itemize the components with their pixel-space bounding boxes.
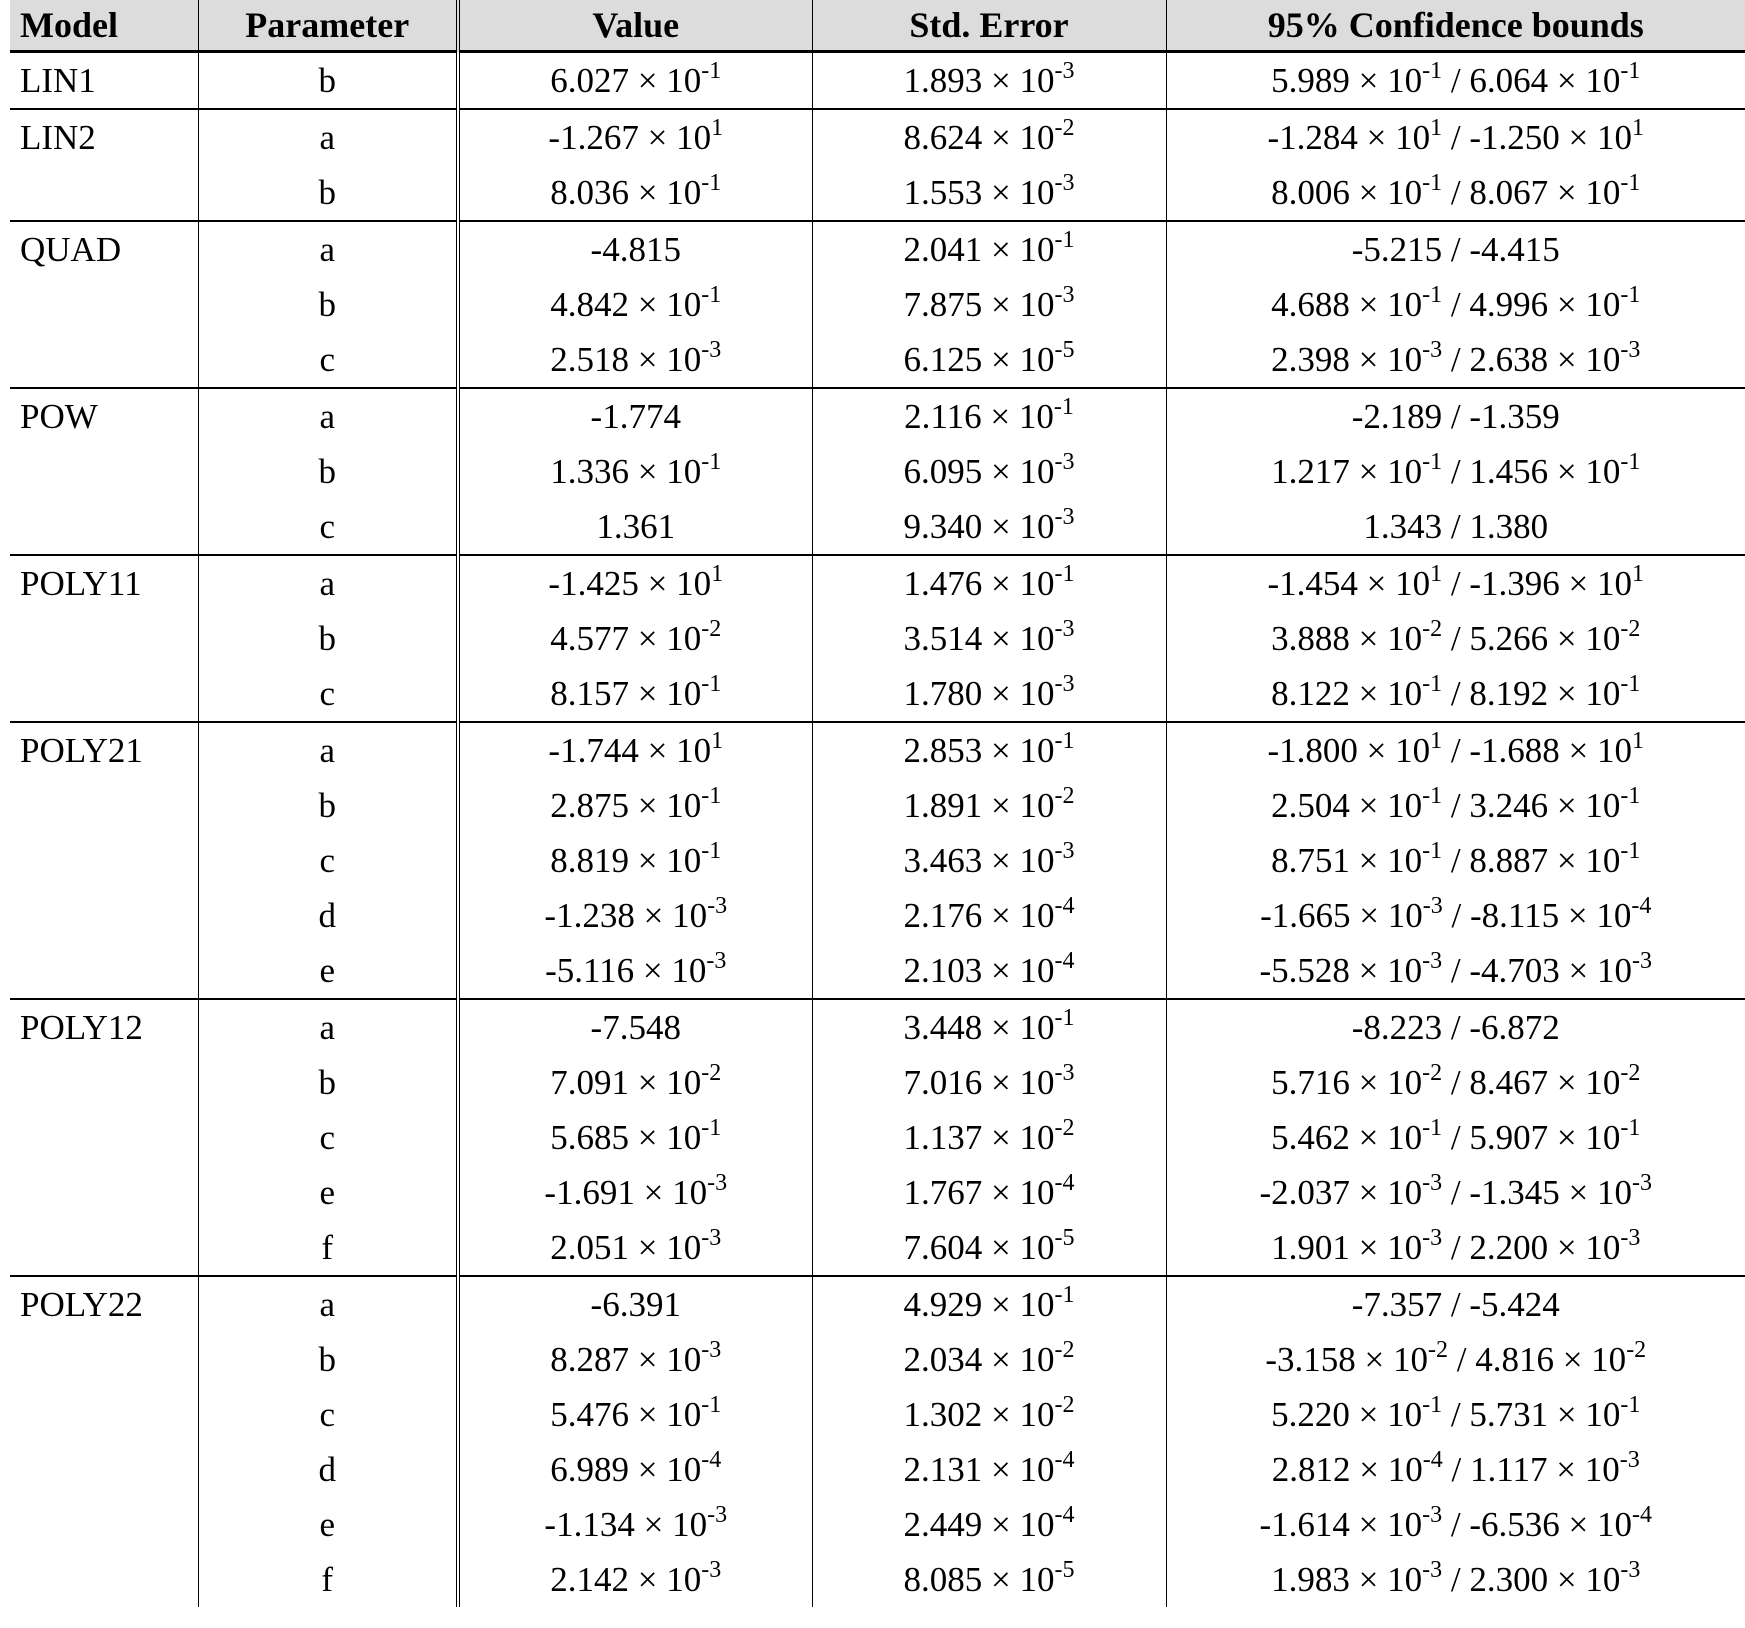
model-cell [10, 444, 198, 499]
confidence-bounds-cell: $1.217 \times 10^{-1} / 1.456 \times 10^{-1}$ [1271, 448, 1641, 491]
table-row [10, 666, 1745, 722]
parameter-cell: b [198, 1332, 458, 1387]
value-cell: $5.476 \times 10^{-1}$ [458, 1387, 812, 1442]
parameter-cell: c [198, 1387, 458, 1442]
value-cell: $2.518 \times 10^{-3}$ [458, 332, 812, 388]
confidence-bounds-cell: $1.983 \times 10^{-3} / 2.300 \times 10^{-3}$ [1271, 1556, 1641, 1599]
std-error-cell: $9.340 \times 10^{-3}$ [812, 499, 1166, 555]
table-row [10, 388, 1745, 444]
confidence-bounds-cell: $-1.614 \times 10^{-3} / -6.536 \times 10^{-4}$ [1259, 1501, 1653, 1544]
value-cell: -1.774 [458, 388, 812, 444]
table-header [10, 0, 1745, 52]
model-cell [10, 499, 198, 555]
table-row [10, 611, 1745, 666]
model-cell [10, 1055, 198, 1110]
std-error-cell: $1.893 \times 10^{-3}$ [812, 52, 1166, 110]
confidence-bounds-cell: -2.189 / -1.359 [1166, 388, 1745, 444]
confidence-bounds-cell: $2.504 \times 10^{-1} / 3.246 \times 10^{-1}$ [1271, 782, 1641, 825]
parameter-cell: b [198, 778, 458, 833]
model-cell [10, 165, 198, 221]
table-row [10, 1165, 1745, 1220]
confidence-bounds-cell: $5.462 \times 10^{-1} / 5.907 \times 10^{-1}$ [1271, 1114, 1641, 1157]
parameter-cell: c [198, 1110, 458, 1165]
std-error-cell: $2.041 \times 10^{-1}$ [812, 221, 1166, 277]
std-error-cell: $6.095 \times 10^{-3}$ [812, 444, 1166, 499]
confidence-bounds-cell: $1.901 \times 10^{-3} / 2.200 \times 10^{-3}$ [1271, 1224, 1641, 1267]
value-cell: $2.051 \times 10^{-3}$ [458, 1220, 812, 1276]
table-row [10, 999, 1745, 1055]
parameter-cell: c [198, 833, 458, 888]
std-error-cell: $3.448 \times 10^{-1}$ [812, 999, 1166, 1055]
confidence-bounds-cell: $8.122 \times 10^{-1} / 8.192 \times 10^{-1}$ [1271, 670, 1641, 713]
table-row [10, 1497, 1745, 1552]
confidence-bounds-cell: $2.812 \times 10^{-4} / 1.117 \times 10^{-3}$ [1271, 1446, 1640, 1489]
value-cell: 1.361 [458, 499, 812, 555]
value-cell: $6.989 \times 10^{-4}$ [458, 1442, 812, 1497]
parameter-cell: e [198, 1165, 458, 1220]
table-row [10, 165, 1745, 221]
std-error-cell: $2.176 \times 10^{-4}$ [812, 888, 1166, 943]
table-row [10, 1387, 1745, 1442]
std-error-cell: $7.875 \times 10^{-3}$ [812, 277, 1166, 332]
parameter-cell: b [198, 277, 458, 332]
std-error-cell: $7.016 \times 10^{-3}$ [812, 1055, 1166, 1110]
parameter-cell: c [198, 499, 458, 555]
parameter-cell: a [198, 999, 458, 1055]
confidence-bounds-cell: $-1.284 \times 10^1 / -1.250 \times 10^1$ [1166, 109, 1745, 165]
confidence-bounds-cell: -7.357 / -5.424 [1166, 1276, 1745, 1332]
header-row [10, 0, 1745, 52]
model-cell [10, 833, 198, 888]
std-error-cell: $7.604 \times 10^{-5}$ [812, 1220, 1166, 1276]
value-cell: $4.577 \times 10^{-2}$ [458, 611, 812, 666]
parameter-cell: d [198, 1442, 458, 1497]
model-cell [10, 1110, 198, 1165]
confidence-bounds-cell: $-5.528 \times 10^{-3} / -4.703 \times 10^{-3}$ [1259, 947, 1653, 990]
value-cell: $8.036 \times 10^{-1}$ [458, 165, 812, 221]
model-cell [10, 611, 198, 666]
parameter-cell: a [198, 555, 458, 611]
confidence-bounds-cell: $5.989 \times 10^{-1} / 6.064 \times 10^{-1}$ [1166, 52, 1745, 110]
value-cell: -7.548 [458, 999, 812, 1055]
value-cell: $5.685 \times 10^{-1}$ [458, 1110, 812, 1165]
value-cell: $2.142 \times 10^{-3}$ [458, 1552, 812, 1607]
header-parameter: Parameter [198, 0, 458, 52]
model-cell: QUAD [10, 221, 198, 277]
model-cell: POLY11 [10, 555, 198, 611]
std-error-cell: $1.137 \times 10^{-2}$ [812, 1110, 1166, 1165]
confidence-bounds-cell: $3.888 \times 10^{-2} / 5.266 \times 10^{-2}$ [1271, 615, 1641, 658]
parameter-cell: a [198, 109, 458, 165]
confidence-bounds-cell: $-1.665 \times 10^{-3} / -8.115 \times 10^{-4}$ [1260, 892, 1652, 935]
value-cell: $-1.691 \times 10^{-3}$ [458, 1165, 812, 1220]
std-error-cell: $6.125 \times 10^{-5}$ [812, 332, 1166, 388]
model-cell [10, 1552, 198, 1607]
parameter-cell: b [198, 165, 458, 221]
value-cell: $-1.238 \times 10^{-3}$ [458, 888, 812, 943]
value-cell: $-5.116 \times 10^{-3}$ [458, 943, 812, 999]
table-row [10, 1552, 1745, 1607]
model-cell [10, 1165, 198, 1220]
table-row [10, 888, 1745, 943]
model-cell [10, 332, 198, 388]
parameter-cell: f [198, 1220, 458, 1276]
parameter-cell: d [198, 888, 458, 943]
value-cell: $4.842 \times 10^{-1}$ [458, 277, 812, 332]
confidence-bounds-cell: $-1.800 \times 10^1 / -1.688 \times 10^1$ [1166, 722, 1745, 778]
value-cell: -6.391 [458, 1276, 812, 1332]
value-cell: $1.336 \times 10^{-1}$ [458, 444, 812, 499]
model-cell [10, 1220, 198, 1276]
model-cell: POLY21 [10, 722, 198, 778]
confidence-bounds-cell: 1.343 / 1.380 [1363, 506, 1549, 546]
parameter-cell: b [198, 1055, 458, 1110]
header-confidence-bounds: 95% Confidence bounds [1166, 0, 1745, 52]
value-cell: $8.819 \times 10^{-1}$ [458, 833, 812, 888]
confidence-bounds-cell: $-1.454 \times 10^1 / -1.396 \times 10^1$ [1166, 555, 1745, 611]
table-row [10, 332, 1745, 388]
table-row [10, 277, 1745, 332]
table-row [10, 1332, 1745, 1387]
table-row [10, 722, 1745, 778]
value-cell: -4.815 [458, 221, 812, 277]
table-row [10, 1220, 1745, 1276]
header-value: Value [458, 0, 812, 52]
std-error-cell: $2.116 \times 10^{-1}$ [812, 388, 1166, 444]
std-error-cell: $1.767 \times 10^{-4}$ [812, 1165, 1166, 1220]
model-cell [10, 888, 198, 943]
model-cell: POLY12 [10, 999, 198, 1055]
std-error-cell: $1.780 \times 10^{-3}$ [812, 666, 1166, 722]
table-row [10, 555, 1745, 611]
std-error-cell: $2.853 \times 10^{-1}$ [812, 722, 1166, 778]
table-row [10, 109, 1745, 165]
value-cell: $2.875 \times 10^{-1}$ [458, 778, 812, 833]
table-row [10, 1055, 1745, 1110]
value-cell: $8.157 \times 10^{-1}$ [458, 666, 812, 722]
std-error-cell: $3.463 \times 10^{-3}$ [812, 833, 1166, 888]
confidence-bounds-cell: $-3.158 \times 10^{-2} / 4.816 \times 10^{-2}$ [1265, 1336, 1647, 1379]
value-cell: $8.287 \times 10^{-3}$ [458, 1332, 812, 1387]
table-row [10, 444, 1745, 499]
std-error-cell: $8.085 \times 10^{-5}$ [812, 1552, 1166, 1607]
parameter-estimates-table [10, 0, 1745, 1607]
table-row [10, 833, 1745, 888]
header-model: Model [10, 0, 198, 52]
parameter-cell: b [198, 52, 458, 110]
parameter-cell: e [198, 1497, 458, 1552]
std-error-cell: $1.476 \times 10^{-1}$ [812, 555, 1166, 611]
parameter-cell: f [198, 1552, 458, 1607]
value-cell: $7.091 \times 10^{-2}$ [458, 1055, 812, 1110]
std-error-cell: $1.891 \times 10^{-2}$ [812, 778, 1166, 833]
value-cell: $-1.134 \times 10^{-3}$ [458, 1497, 812, 1552]
model-cell [10, 778, 198, 833]
table-row [10, 943, 1745, 999]
model-cell: LIN2 [10, 109, 198, 165]
table-row [10, 1442, 1745, 1497]
std-error-cell: $1.553 \times 10^{-3}$ [812, 165, 1166, 221]
parameter-cell: c [198, 332, 458, 388]
table-row [10, 1110, 1745, 1165]
model-cell [10, 666, 198, 722]
confidence-bounds-cell: $2.398 \times 10^{-3} / 2.638 \times 10^{-3}$ [1271, 336, 1641, 379]
std-error-cell: $2.131 \times 10^{-4}$ [812, 1442, 1166, 1497]
confidence-bounds-cell: $8.006 \times 10^{-1} / 8.067 \times 10^{-1}$ [1271, 169, 1641, 212]
std-error-cell: $3.514 \times 10^{-3}$ [812, 611, 1166, 666]
parameter-cell: a [198, 388, 458, 444]
model-cell: POLY22 [10, 1276, 198, 1332]
value-cell: $6.027 \times 10^{-1}$ [458, 52, 812, 110]
parameter-cell: c [198, 666, 458, 722]
parameter-cell: e [198, 943, 458, 999]
header-std-error: Std. Error [812, 0, 1166, 52]
parameter-cell: b [198, 444, 458, 499]
model-cell [10, 1442, 198, 1497]
model-cell [10, 943, 198, 999]
table-row [10, 1276, 1745, 1332]
confidence-bounds-cell: -5.215 / -4.415 [1166, 221, 1745, 277]
parameter-cell: a [198, 722, 458, 778]
value-cell: $-1.744 \times 10^1$ [458, 722, 812, 778]
model-cell [10, 277, 198, 332]
table-row [10, 221, 1745, 277]
std-error-cell: $2.103 \times 10^{-4}$ [812, 943, 1166, 999]
std-error-cell: $2.034 \times 10^{-2}$ [812, 1332, 1166, 1387]
model-cell [10, 1387, 198, 1442]
confidence-bounds-cell: $4.688 \times 10^{-1} / 4.996 \times 10^{-1}$ [1271, 281, 1641, 324]
std-error-cell: $1.302 \times 10^{-2}$ [812, 1387, 1166, 1442]
parameter-cell: a [198, 221, 458, 277]
parameter-cell: a [198, 1276, 458, 1332]
model-cell [10, 1332, 198, 1387]
model-cell: LIN1 [10, 52, 198, 110]
confidence-bounds-cell: -8.223 / -6.872 [1166, 999, 1745, 1055]
confidence-bounds-cell: $5.220 \times 10^{-1} / 5.731 \times 10^{-1}$ [1271, 1391, 1641, 1434]
std-error-cell: $4.929 \times 10^{-1}$ [812, 1276, 1166, 1332]
table-body [10, 52, 1745, 1608]
table-row [10, 778, 1745, 833]
model-cell [10, 1497, 198, 1552]
std-error-cell: $2.449 \times 10^{-4}$ [812, 1497, 1166, 1552]
table-row [10, 499, 1745, 555]
confidence-bounds-cell: $5.716 \times 10^{-2} / 8.467 \times 10^{-2}$ [1271, 1059, 1641, 1102]
parameter-cell: b [198, 611, 458, 666]
value-cell: $-1.425 \times 10^1$ [458, 555, 812, 611]
std-error-cell: $8.624 \times 10^{-2}$ [812, 109, 1166, 165]
value-cell: $-1.267 \times 10^1$ [458, 109, 812, 165]
model-cell: POW [10, 388, 198, 444]
confidence-bounds-cell: $8.751 \times 10^{-1} / 8.887 \times 10^{-1}$ [1271, 837, 1641, 880]
table-row [10, 52, 1745, 110]
confidence-bounds-cell: $-2.037 \times 10^{-3} / -1.345 \times 10^{-3}$ [1259, 1169, 1653, 1212]
